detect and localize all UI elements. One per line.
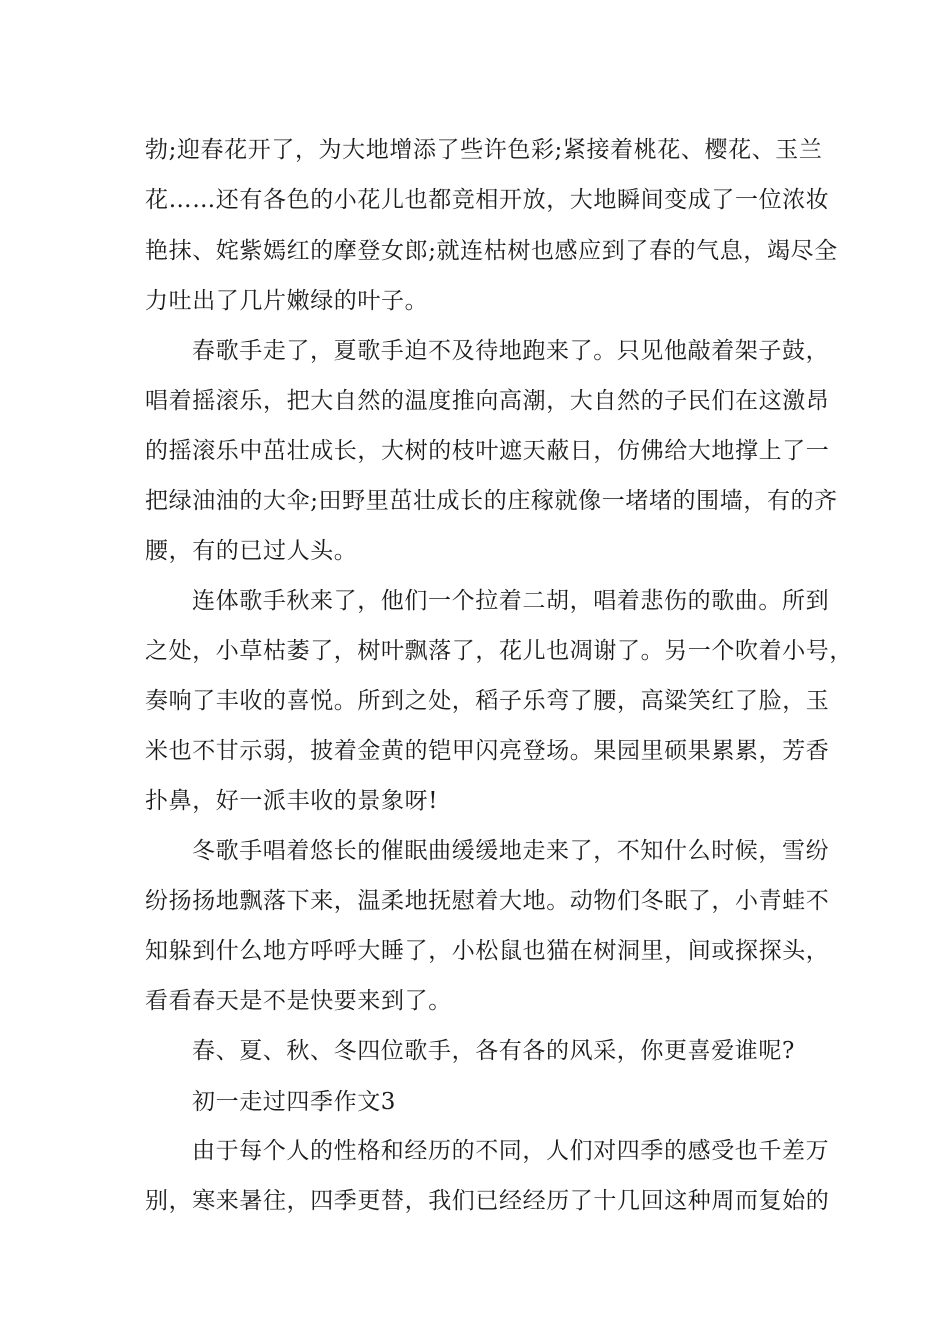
text-line: 腰，有的已过人头。 bbox=[145, 538, 358, 564]
paragraph-first-line: 冬歌手唱着悠长的催眠曲缓缓地走来了，不知什么时候，雪纷 bbox=[192, 838, 830, 864]
text-line: 米也不甘示弱，披着金黄的铠甲闪亮登场。果园里硕果累累，芳香 bbox=[145, 738, 830, 764]
text-line: 的摇滚乐中茁壮成长，大树的枝叶遮天蔽日，仿佛给大地撑上了一 bbox=[145, 438, 830, 464]
text-line: 艳抹、姹紫嫣红的摩登女郎;就连枯树也感应到了春的气息，竭尽全 bbox=[145, 238, 838, 264]
section-heading: 初一走过四季作文3 bbox=[192, 1089, 397, 1115]
paragraph-first-line: 由于每个人的性格和经历的不同，人们对四季的感受也千差万 bbox=[192, 1138, 830, 1164]
text-line: 把绿油油的大伞;田野里茁壮成长的庄稼就像一堵堵的围墙，有的齐 bbox=[145, 488, 838, 514]
text-line: 纷扬扬地飘落下来，温柔地抚慰着大地。动物们冬眠了，小青蛙不 bbox=[145, 888, 830, 914]
text-line: 花……还有各色的小花儿也都竞相开放，大地瞬间变成了一位浓妆 bbox=[145, 187, 830, 213]
paragraph-first-line: 春歌手走了，夏歌手迫不及待地跑来了。只见他敲着架子鼓， bbox=[192, 338, 830, 364]
text-line: 之处，小草枯萎了，树叶飘落了，花儿也凋谢了。另一个吹着小号， bbox=[145, 638, 853, 664]
text-line: 勃;迎春花开了，为大地增添了些许色彩;紧接着桃花、樱花、玉兰 bbox=[145, 137, 823, 163]
text-line: 扑鼻，好一派丰收的景象呀! bbox=[145, 788, 439, 814]
text-line: 看看春天是不是快要来到了。 bbox=[145, 988, 452, 1014]
text-line: 奏响了丰收的喜悦。所到之处，稻子乐弯了腰，高粱笑红了脸，玉 bbox=[145, 688, 830, 714]
text-line: 力吐出了几片嫩绿的叶子。 bbox=[145, 288, 429, 314]
paragraph-first-line: 连体歌手秋来了，他们一个拉着二胡，唱着悲伤的歌曲。所到 bbox=[192, 588, 830, 614]
text-line: 别，寒来暑往，四季更替，我们已经经历了十几回这种周而复始的 bbox=[145, 1188, 830, 1214]
text-line: 唱着摇滚乐，把大自然的温度推向高潮，大自然的子民们在这激昂 bbox=[145, 388, 830, 414]
paragraph-first-line: 春、夏、秋、冬四位歌手，各有各的风采，你更喜爱谁呢? bbox=[192, 1038, 795, 1064]
text-line: 知躲到什么地方呼呼大睡了，小松鼠也猫在树洞里，间或探探头， bbox=[145, 938, 830, 964]
